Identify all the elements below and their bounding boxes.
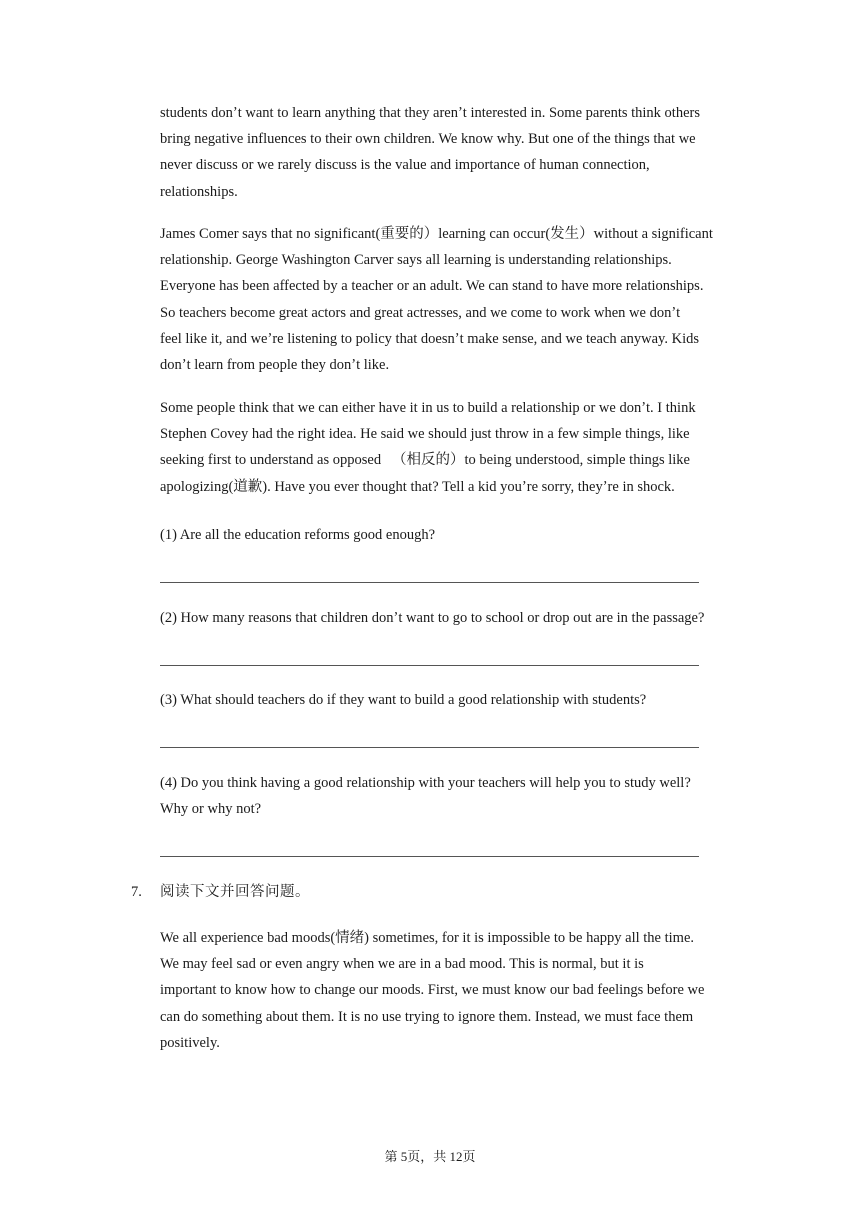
question-text: (1) Are all the education reforms good enough? xyxy=(160,527,436,543)
answer-line-3[interactable] xyxy=(160,747,699,748)
page-footer xyxy=(0,1148,860,1166)
passage-paragraph-1 xyxy=(160,100,740,205)
text-line: We may feel sad or even angry when we are in a bad mood. This is normal, but it is xyxy=(160,956,644,973)
question-text: (4) Do you think having a good relationship with your teachers will help you to study well? xyxy=(160,775,691,791)
question-2 xyxy=(160,605,740,631)
text-line: apologizing(道歉). Have you ever thought that? Tell a kid youʼre sorry, theyʼre in shock. xyxy=(160,478,675,495)
question-text: (3) What should teachers do if they want to build a good relationship with students? xyxy=(160,692,647,708)
question-instruction: 阅读下文并回答问题。 xyxy=(160,884,310,900)
answer-line-2[interactable] xyxy=(160,665,699,666)
text-line: can do something about them. It is no use trying to ignore them. Instead, we must face them xyxy=(160,1008,694,1025)
question-text: Why or why not? xyxy=(160,801,262,818)
text-line: donʼt learn from people they donʼt like. xyxy=(160,357,390,374)
text-line: seeking first to understand as opposed （相反的）to being understood, simple things like xyxy=(160,452,690,469)
text-line: James Comer says that no significant(重要的）learning can occur(发生）without a significant xyxy=(160,226,713,242)
passage-paragraph-2 xyxy=(160,221,740,378)
answer-line-4[interactable] xyxy=(160,856,699,857)
question-3 xyxy=(160,687,740,713)
text-line: positively. xyxy=(160,1034,220,1051)
text-line: students donʼt want to learn anything that they arenʼt interested in. Some parents think others xyxy=(160,105,700,121)
answer-line-1[interactable] xyxy=(160,582,699,583)
question-text: (2) How many reasons that children donʼt want to go to school or drop out are in the passage? xyxy=(160,610,705,626)
text-line: Stephen Covey had the right idea. He said we should just throw in a few simple things, like xyxy=(160,426,690,443)
passage-paragraph-3 xyxy=(160,395,740,500)
text-line: important to know how to change our moods. First, we must know our bad feelings before we xyxy=(160,982,705,999)
question-4 xyxy=(160,770,740,822)
text-line: bring negative influences to their own children. We know why. But one of the things that we xyxy=(160,131,696,148)
text-line: We all experience bad moods(情绪) sometimes, for it is impossible to be happy all the time. xyxy=(160,930,695,946)
text-line: relationships. xyxy=(160,183,238,200)
page-number-label: 第 5页，共 12页 xyxy=(384,1149,476,1164)
text-line: feel like it, and weʼre listening to policy that doesnʼt make sense, and we teach anyway. Kids xyxy=(160,330,700,347)
text-line: So teachers become great actors and great actresses, and we come to work when we donʼt xyxy=(160,304,681,321)
question-1 xyxy=(160,522,740,548)
text-line: never discuss or we rarely discuss is the value and importance of human connection, xyxy=(160,157,650,174)
text-line: relationship. George Washington Carver says all learning is understanding relationships. xyxy=(160,252,672,269)
passage-paragraph-q7 xyxy=(160,925,740,1056)
text-line: Everyone has been affected by a teacher or an adult. We can stand to have more relationships. xyxy=(160,278,704,295)
question-number: 7. xyxy=(131,884,142,900)
text-line: Some people think that we can either have it in us to build a relationship or we donʼt. I think xyxy=(160,400,696,416)
